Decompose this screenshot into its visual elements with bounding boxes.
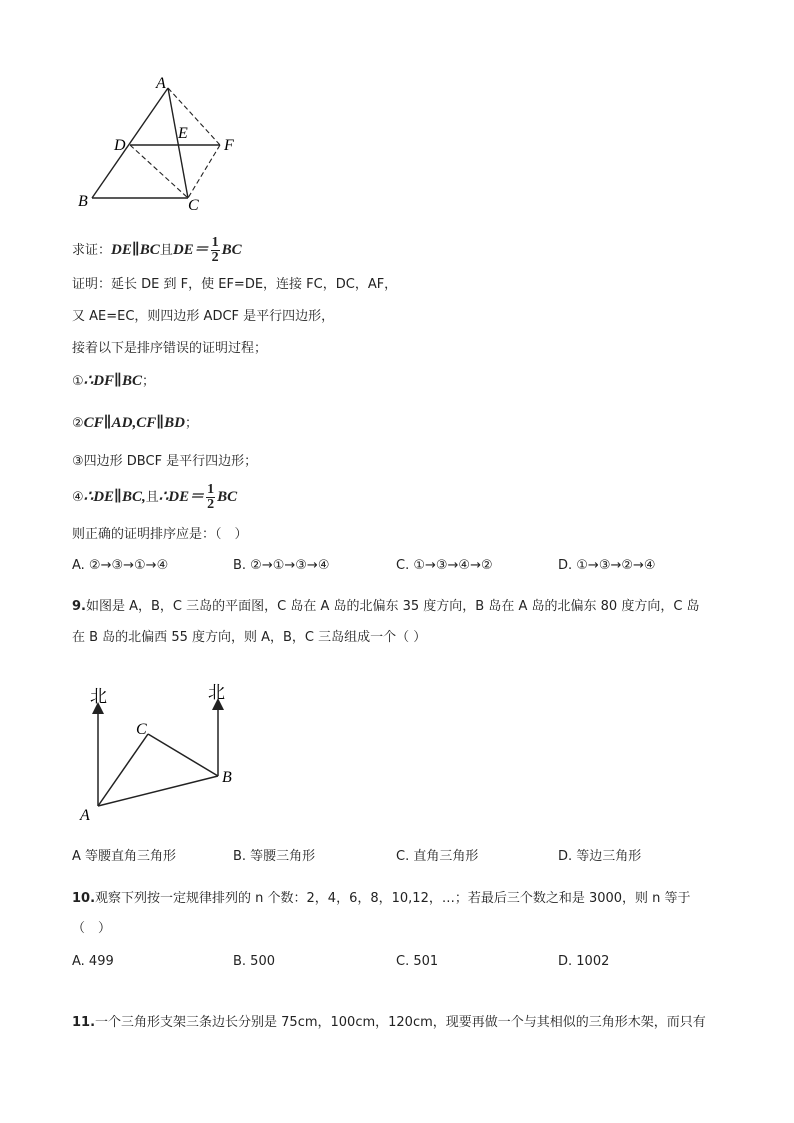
islands-figure — [72, 678, 252, 828]
segment-cb — [148, 734, 218, 776]
q9-line-1: 9.如图是 A，B，C 三岛的平面图，C 岛在 A 岛的北偏东 35 度方向，B 岛在 A 岛的北偏东 80 度方向，C 岛 — [72, 599, 700, 614]
label-d: D — [114, 137, 126, 154]
step-1: ①∴DF∥BC； — [72, 373, 156, 389]
segment-af-dashed — [168, 88, 220, 145]
q8-option-b[interactable]: B. ②→①→③→④ — [233, 558, 330, 573]
segment-fc-dashed — [188, 145, 220, 198]
q10-option-a[interactable]: A. 499 — [72, 954, 114, 969]
segment-ac — [168, 88, 188, 198]
q10-option-d[interactable]: D. 1002 — [558, 954, 610, 969]
q9-number: 9. — [72, 599, 86, 614]
label-c: C — [188, 197, 199, 214]
proof-line-2: 又 AE=EC，则四边形 ADCF 是平行四边形， — [72, 309, 335, 324]
prove-prefix: 求证： — [72, 243, 112, 258]
q8-option-d[interactable]: D. ①→③→②→④ — [558, 558, 656, 573]
q11-line-1: 11.一个三角形支架三条边长分别是 75cm，100cm，120cm，现要再做一个与其相似的三角形木架，而只有 — [72, 1015, 706, 1030]
parallelogram-figure — [70, 70, 260, 215]
step-2: ②CF∥AD,CF∥BD； — [72, 415, 198, 431]
q10-option-b[interactable]: B. 500 — [233, 954, 275, 969]
prove-stmt2-right: BC — [221, 242, 242, 258]
q9-line-2: 在 B 岛的北偏西 55 度方向，则 A，B，C 三岛组成一个（ ） — [72, 630, 427, 645]
fraction-half: $\frac{1}{2}$ — [211, 235, 219, 265]
label-b: B — [222, 769, 232, 786]
prove-statement — [72, 236, 242, 265]
q8-option-a[interactable]: A. ②→③→①→④ — [72, 558, 169, 573]
label-e: E — [178, 125, 188, 142]
q10-number: 10. — [72, 891, 96, 906]
label-a: A — [80, 807, 90, 824]
prove-conj: 且 — [159, 243, 173, 258]
step-4: ④∴DE∥BC,且∴DE＝ $\frac{1}{2}$ BC — [72, 482, 238, 512]
q9-option-a[interactable]: A 等腰直角三角形 — [72, 849, 177, 864]
proof-line-1: 证明：延长 DE 到 F，使 EF=DE，连接 FC，DC，AF， — [72, 277, 398, 292]
q8-option-c[interactable]: C. ①→③→④→② — [396, 558, 493, 573]
proof-line-3: 接着以下是排序错误的证明过程； — [72, 341, 268, 356]
q10-line-2: （ ） — [72, 921, 112, 936]
step-3: ③四边形 DBCF 是平行四边形； — [72, 454, 258, 469]
q10-option-c[interactable]: C. 501 — [396, 954, 439, 969]
north-label-a: 北 — [90, 687, 107, 707]
q8-question: 则正确的证明排序应是：（ ） — [72, 527, 248, 542]
q11-number: 11. — [72, 1015, 96, 1030]
prove-stmt2-left: DE＝ — [172, 242, 209, 258]
q9-option-b[interactable]: B. 等腰三角形 — [233, 849, 316, 864]
q10-line-1: 10.观察下列按一定规律排列的 n 个数：2，4，6，8，10,12，…；若最后三个数之和是 3000，则 n 等于 — [72, 891, 691, 906]
q9-option-c[interactable]: C. 直角三角形 — [396, 849, 479, 864]
label-f: F — [224, 137, 234, 154]
label-c: C — [136, 721, 147, 738]
label-a: A — [156, 75, 166, 92]
segment-ab — [92, 88, 168, 198]
fraction-half-2: $\frac{1}{2}$ — [207, 482, 215, 512]
q9-option-d[interactable]: D. 等边三角形 — [558, 849, 642, 864]
north-label-b: 北 — [208, 683, 225, 703]
label-b: B — [78, 193, 88, 210]
prove-stmt1: DE∥BC — [111, 242, 160, 258]
